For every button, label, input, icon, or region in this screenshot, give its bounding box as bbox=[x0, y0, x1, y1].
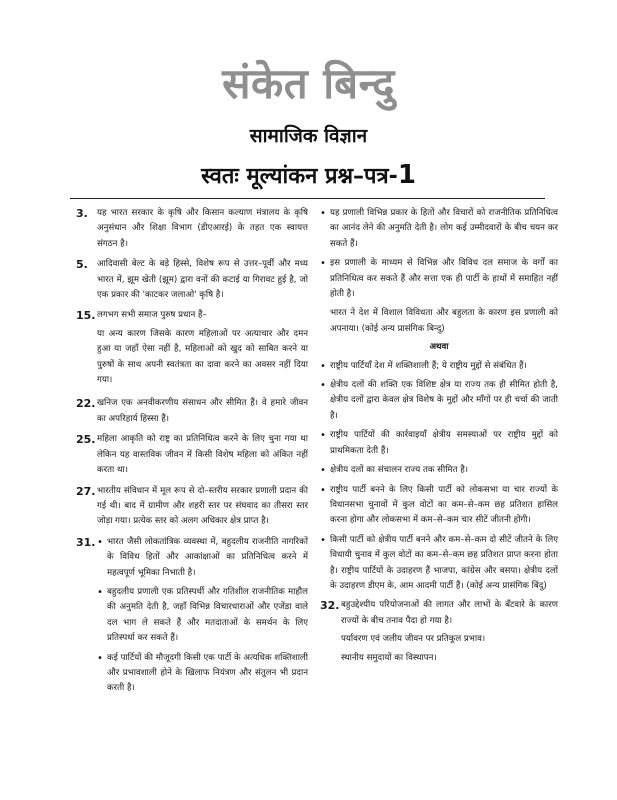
paper-number: 1 bbox=[397, 160, 416, 190]
question-number: 5. bbox=[76, 258, 88, 272]
bullet-icon: • bbox=[97, 536, 103, 548]
answer-31 bbox=[76, 535, 308, 701]
bullet-point bbox=[97, 535, 308, 581]
answer-text: लगभग सभी समाज पुरुष प्रधान हैं– bbox=[97, 310, 207, 321]
answer-25 bbox=[76, 432, 308, 478]
bullet-icon: • bbox=[97, 586, 103, 598]
question-number: 15. bbox=[76, 309, 96, 323]
bullet-point bbox=[97, 585, 308, 647]
bullet-icon: • bbox=[320, 360, 326, 372]
bullet-point bbox=[320, 428, 558, 459]
answer-text: खनिज एक अनवीकरणीय संसाधन और सीमित हैं। वे हमारे जीवन का अपरिहार्य हिस्सा हैं। bbox=[97, 398, 308, 424]
question-number: 27. bbox=[76, 484, 96, 498]
answer-32 bbox=[320, 598, 558, 669]
answer-text: भारतीय संविधान में मूल रूप से दो–स्तरीय सरकार प्रणाली प्रदान की गई थी। बाद में ग्रामीण और शहरी स्तर पर संघवाद का तीसरा स्तर जोड़ा गया। प्रत्येक स्तर को अलग अधिकार क्षेत्र प्राप्त है। bbox=[97, 485, 308, 527]
bullet-point bbox=[320, 378, 558, 424]
bullet-text: राष्ट्रीय पार्टियाँ देश में शक्तिशाली हैं; ये राष्ट्रीय मुद्दों से संबंधित हैं। bbox=[330, 360, 527, 371]
bullet-point bbox=[320, 533, 558, 595]
answer-text: पर्यावरण एवं जलीय जीवन पर प्रतिकूल प्रभाव। bbox=[341, 634, 486, 645]
bullet-point bbox=[320, 483, 558, 529]
question-number: 31. bbox=[76, 535, 96, 549]
answer-text: आदिवासी बेल्ट के बड़े हिस्से, विशेष रूप से उत्तर–पूर्वी और मध्य भारत में, झूम खेती (झूम) द्वारा वनों की कटाई या गिरावट हुई है, जो एक प्रकार की 'काटकर जलाओ' कृषि है। bbox=[97, 259, 308, 301]
paragraph-text: भारत ने देश में विशाल विविधता और बहुलता के कारण इस प्रणाली को अपनाया। (कोई अन्य प्रासंगिक बिन्दु) bbox=[330, 308, 558, 334]
bullet-icon: • bbox=[320, 430, 326, 442]
bullet-point bbox=[320, 206, 558, 252]
answer-text: बहुउद्देश्यीय परियोजनाओं की लागत और लाभों के बँटवारे के कारण राज्यों के बीच तनाव पैदा हो गया है। bbox=[341, 600, 558, 626]
bullet-icon: • bbox=[320, 380, 326, 392]
bullet-text: बहुदलीय प्रणाली एक प्रतिस्पर्धी और गतिशील राजनीतिक माहौल की अनुमति देती है, जहाँ विभिन्न विचारधाराओं और एजेंडा वाले दल भाग ले सकते हैं और मतदाताओं के समर्थन के लिए प्रतिस्पर्धा कर सकते हैं। bbox=[107, 586, 308, 644]
answer-15 bbox=[76, 308, 308, 391]
or-separator: अथवा bbox=[429, 342, 449, 353]
bullet-icon: • bbox=[320, 484, 326, 496]
heading-divider bbox=[70, 198, 545, 199]
bullet-text: क्षेत्रीय दलों का संचालन राज्य तक सीमित है। bbox=[330, 465, 469, 476]
bullet-point bbox=[320, 256, 558, 302]
answer-5 bbox=[76, 257, 308, 303]
answer-text: या अन्य कारण जिसके कारण महिलाओं पर अत्याचार और दमन हुआ या जहाँ ऐसा नहीं है, महिलाओं को खुद को साबित करने या पुरुषों के साथ अपनी स्वतंत्रता का दावा करने का अवसर नहीं दिया गया। bbox=[97, 328, 308, 386]
bullet-text: राष्ट्रीय पार्टी बनने के लिए किसी पार्टी को लोकसभा या चार राज्यों के विधानसभा चुनावों में कुल वोटों का कम–से–कम छह प्रतिशत हासिल करना होगा और लोकसभा में कम–से–कम चार सीटें जीतनी होंगी। bbox=[330, 484, 558, 526]
bullet-point bbox=[97, 651, 308, 697]
answer-text: यह भारत सरकार के कृषि और किसान कल्याण मंत्रालय के कृषि अनुसंधान और शिक्षा विभाग (डीएआरई) के तहत एक स्वायत्त संगठन है। bbox=[97, 208, 308, 249]
bullet-text: यह प्रणाली विभिन्न प्रकार के हितों और विचारों को राजनीतिक प्रतिनिधित्व का आनंद लेने की अनुमति देती है। लोग कई उम्मीदवारों के बीच चयन कर सकते हैं। bbox=[330, 208, 558, 249]
question-number: 22. bbox=[76, 397, 96, 411]
bullet-text: किसी पार्टी को क्षेत्रीय पार्टी बनने और कम–से–कम दो सीटें जीतने के लिए विधायी चुनाव में कुल वोटों का कम–से–कम छह प्रतिशत प्राप्त करना होता है। राष्ट्रीय पार्टियों के उदाहरण हैं भाजपा, कांग्रेस और बसपा। क्षेत्रीय दलों के उदाहरण डीएम के, आम आदमी पार्टी हैं। (कोई अन्य प्रासंगिक बिंदु) bbox=[330, 534, 558, 591]
answer-text: स्थानीय समुदायों का विस्थापन। bbox=[341, 652, 437, 663]
question-number: 3. bbox=[76, 207, 88, 220]
paper-heading-text: स्वतः मूल्यांकन प्रश्न–पत्र- bbox=[201, 164, 398, 189]
answer-27 bbox=[76, 484, 308, 530]
answer-text: महिला आकृति को राष्ट्र का प्रतिनिधित्व करने के लिए चुना गया था लेकिन यह वास्तविक जीवन में किसी विशेष महिला को अंकित नहीं करता था। bbox=[97, 434, 308, 476]
document-title: संकेत बिन्दु bbox=[222, 59, 395, 108]
bullet-text: इस प्रणाली के माध्यम से विभिन्न और विविध दल समाज के वर्गों का प्रतिनिधित्व कर सकते हैं और सत्ता एक ही पार्टी के हाथों में समाहित नहीं होती है। bbox=[330, 258, 558, 300]
subject-heading: सामाजिक विज्ञान bbox=[249, 125, 368, 147]
answer-3 bbox=[76, 206, 308, 252]
bullet-icon: • bbox=[320, 258, 326, 270]
right-column bbox=[320, 206, 558, 674]
bullet-point bbox=[320, 359, 558, 374]
bullet-text: कई पार्टियों की मौजूदगी किसी एक पार्टी के अत्यधिक शक्तिशाली और प्रभावशाली होने के खिलाफ नियंत्रण और संतुलन भी प्रदान करती है। bbox=[107, 652, 308, 694]
bullet-icon: • bbox=[320, 534, 326, 546]
question-number: 32. bbox=[320, 599, 340, 613]
paper-heading bbox=[0, 160, 617, 190]
bullet-icon: • bbox=[97, 652, 103, 664]
left-column bbox=[76, 206, 308, 706]
bullet-text: राष्ट्रीय पार्टियों की कार्रवाइयाँ क्षेत्रीय समस्याओं पर राष्ट्रीय मुद्दों को प्राथमिकता देती हैं। bbox=[330, 430, 558, 456]
bullet-icon: • bbox=[320, 208, 326, 219]
bullet-icon: • bbox=[320, 465, 326, 477]
bullet-point bbox=[320, 463, 558, 478]
answer-22 bbox=[76, 396, 308, 427]
question-number: 25. bbox=[76, 433, 96, 447]
bullet-text: भारत जैसी लोकतांत्रिक व्यवस्था में, बहुदलीय राजनीति नागरिकों के विविध हितों और आकांक्षाओं का प्रतिनिधित्व करने में महत्वपूर्ण भूमिका निभाती है। bbox=[107, 536, 308, 578]
bullet-text: क्षेत्रीय दलों की शक्ति एक विशिष्ट क्षेत्र या राज्य तक ही सीमित होती है, क्षेत्रीय दलों द्वारा केवल क्षेत्र विशेष के मुद्दों और माँगों पर ही चर्चा की जाती है। bbox=[330, 380, 558, 421]
